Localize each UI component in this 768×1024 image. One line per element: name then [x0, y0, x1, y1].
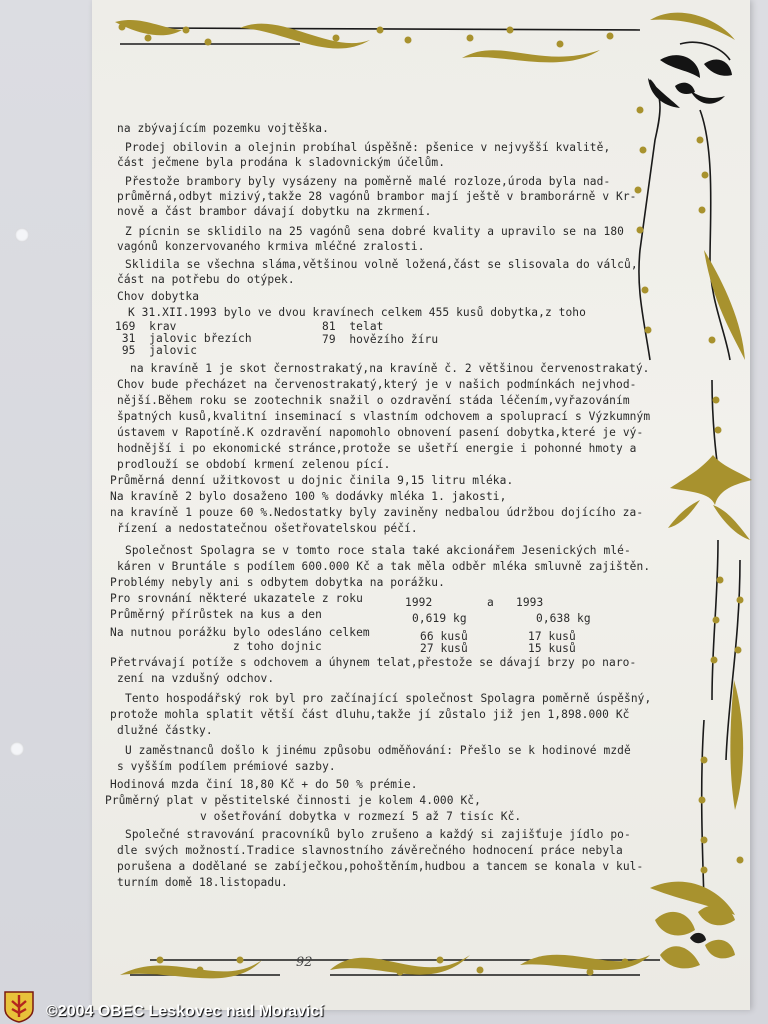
text-line: Chov bude přecházet na červenostrakatý,který je v našich podmínkách nejvhod-: [117, 378, 637, 391]
livestock-table-cell: 31 jalovic březích: [115, 332, 252, 345]
text-line: na kravíně 1 pouze 60 %.Nedostatky byly zaviněny nedbalou údržbou dojícího za-: [110, 506, 644, 519]
comparison-table-cell: Na nutnou porážku bylo odesláno celkem: [110, 626, 370, 639]
comparison-table-cell: 27 kusů: [420, 642, 468, 655]
text-line: porušena a dodělané se zabíječkou,pohoštěním,hudbou a tancem se konala v kul-: [117, 860, 644, 873]
text-line: U zaměstnanců došlo k jinému způsobu odměňování: Přešlo se k hodinové mzdě: [125, 744, 631, 757]
text-line: Na kravíně 2 bylo dosaženo 100 % dodávky mléka 1. jakosti,: [110, 490, 507, 503]
text-line: řízení a nedostatečnou ošetřovatelskou péčí.: [117, 522, 418, 535]
text-line: káren v Bruntále s podílem 600.000 Kč a tak měla odběr mléka smluvně zajištěn.: [117, 560, 651, 573]
comparison-table-cell: Pro srovnání některé ukazatele z roku: [110, 592, 363, 605]
text-line: dlužné částky.: [117, 724, 213, 737]
text-line: hodnější i po ekonomické stránce,protože se ušetří energie i pohonné hmoty a: [117, 442, 637, 455]
text-line: nější.Během roku se zootechnik snažil o ozdravění stáda léčením,vyřazováním: [117, 394, 630, 407]
livestock-table-cell: 79 hovězího žíru: [322, 333, 439, 346]
comparison-table-cell: z toho dojnic: [233, 640, 322, 653]
text-line: na kravíně 1 je skot černostrakatý,na kravíně č. 2 většinou červenostrakatý.: [130, 362, 650, 375]
text-line: protože mohla splatit větší část dluhu,takže jí zůstalo již jen 1,898.000 Kč: [110, 708, 630, 721]
comparison-table-cell: 17 kusů: [528, 630, 576, 643]
footer-bar: [0, 994, 768, 1024]
text-line: Hodinová mzda činí 18,80 Kč + do 50 % prémie.: [110, 778, 418, 791]
text-line: část na potřebu do otýpek.: [117, 273, 295, 286]
text-line: s vyšším podílem prémiové sazby.: [117, 760, 336, 773]
text-line: Prodej obilovin a olejnin probíhal úspěšně: pšenice v nejvyšší kvalitě,: [125, 141, 611, 154]
text-line: zení na vzdušný odchov.: [117, 672, 275, 685]
text-line: Tento hospodářský rok byl pro začínající společnost Spolagra poměrně úspěšný,: [125, 692, 652, 705]
comparison-table-cell: Průměrný přírůstek na kus a den: [110, 608, 322, 621]
comparison-table-cell: 66 kusů: [420, 630, 468, 643]
text-line: K 31.XII.1993 bylo ve dvou kravínech celkem 455 kusů dobytka,z toho: [128, 306, 586, 319]
text-line: Přetrvávají potíže s odchovem a úhynem telat,přestože se dávají brzy po naro-: [110, 656, 637, 669]
text-line: špatných kusů,kvalitní inseminací s vlastním odchovem a spoluprací s Výzkumným: [117, 410, 651, 423]
page-number: 92: [296, 955, 313, 970]
comparison-table-cell: 1992: [405, 596, 433, 609]
text-line: ústavem v Rapotíně.K ozdravění napomohlo obnovení pasení dobytka,které je vý-: [117, 426, 644, 439]
text-line: v ošetřování dobytka v rozmezí 5 až 7 tisíc Kč.: [200, 810, 522, 823]
comparison-table-cell: 0,619 kg: [412, 612, 467, 625]
text-line: Z pícnin se sklidilo na 25 vagónů sena dobré kvality a upravilo se na 180: [125, 225, 624, 238]
text-line: dle svých možností.Tradice slavnostního závěrečného hodnocení práce nebyla: [117, 844, 623, 857]
text-line: část ječmene byla prodána k sladovnickým účelům.: [117, 156, 446, 169]
text-line: Problémy nebyly ani s odbytem dobytka na porážku.: [110, 576, 445, 589]
text-line: Chov dobytka: [117, 290, 200, 303]
comparison-table-cell: 15 kusů: [528, 642, 576, 655]
village-coat-of-arms-icon: [2, 989, 36, 1023]
text-line: Společné stravování pracovníků bylo zrušeno a každý si zajišťuje jídlo po-: [125, 828, 631, 841]
text-line: vagónů konzervovaného krmiva mléčné zralosti.: [117, 240, 425, 253]
comparison-table-cell: 0,638 kg: [536, 612, 591, 625]
text-line: Přestože brambory byly vysázeny na poměrně malé rozloze,úroda byla nad-: [125, 175, 611, 188]
text-line: na zbývajícím pozemku vojtěška.: [117, 122, 329, 135]
text-line: průměrná,odbyt mizivý,takže 28 vagónů brambor mají ještě v bramborárně v Kr-: [117, 190, 637, 203]
text-line: Sklidila se všechna sláma,většinou volně ložená,část se slisovala do válců,: [125, 258, 638, 271]
text-line: Průměrný plat v pěstitelské činnosti je kolem 4.000 Kč,: [105, 794, 481, 807]
text-line: Průměrná denní užitkovost u dojnic činila 9,15 litru mléka.: [110, 474, 514, 487]
comparison-table-cell: a: [487, 596, 494, 609]
comparison-table-cell: 1993: [516, 596, 544, 609]
text-line: prodlouží se období krmení zelenou pící.: [117, 458, 391, 471]
livestock-table-cell: 95 jalovic: [115, 344, 198, 357]
text-line: turním domě 18.listopadu.: [117, 876, 288, 889]
text-line: nově a část brambor dávají dobytku na zkrmení.: [117, 205, 432, 218]
copyright-caption: ©2004 OBEC Leskovec nad Moravicí: [46, 1003, 324, 1020]
text-line: Společnost Spolagra se v tomto roce stala také akcionářem Jesenických mlé-: [125, 544, 631, 557]
livestock-table-cell: 81 telat: [322, 320, 384, 333]
livestock-table-cell: 169 krav: [115, 320, 177, 333]
